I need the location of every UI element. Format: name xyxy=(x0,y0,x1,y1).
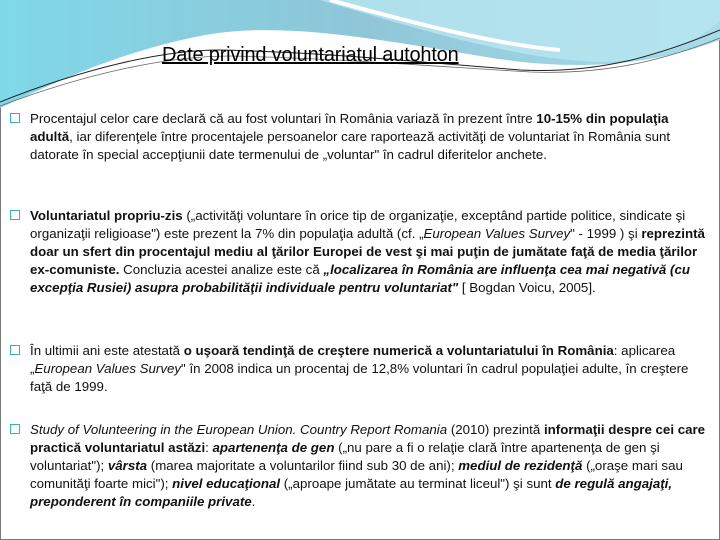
text-segment: , iar diferenţele între procentajele persoanelor care raportează activităţi de voluntariat în România sunt datorate în special accepţiunii date termenului de „voluntar" în cadrul diferitelor anchete. xyxy=(30,129,671,162)
text-segment: 10-15% din populaţia adultă xyxy=(30,111,669,144)
page-title: Date privind voluntariatul autohton xyxy=(162,44,459,66)
bullet-square-icon xyxy=(10,113,20,123)
text-segment: Concluzia acestei analize este că xyxy=(119,262,324,277)
text-segment: apartenenţa de gen xyxy=(212,440,335,455)
text-segment: European Values Survey xyxy=(423,226,571,241)
text-segment: [ Bogdan Voicu, 2005]. xyxy=(458,280,596,295)
text-segment: " - 1999 ) şi xyxy=(570,226,642,241)
text-segment: nivel educaţional xyxy=(172,476,281,491)
text-segment: („activităţi voluntare în orice tip de organizaţie, exceptând partide politice, sindicate şi organizaţii religioase") este prezent la 7% din populaţia adultă (cf. „ xyxy=(30,208,686,241)
text-segment: (2010) prezintă xyxy=(447,422,544,437)
text-segment: „localizarea în România are influenţa cea mai negativă (cu excepţia Rusiei) asupra probabilităţii individuale pentru voluntariat" xyxy=(30,262,690,295)
paragraph-eu-study xyxy=(10,421,710,511)
paragraph-volunteer-percentage xyxy=(10,110,710,164)
text-segment: : aplicarea „ xyxy=(30,343,676,376)
paragraph-volunteering-proper xyxy=(10,207,710,297)
text-segment: mediul de rezidenţă xyxy=(458,458,583,473)
text-segment: vârsta xyxy=(107,458,148,473)
text-segment: reprezintă doar un sfert din procentajul mediu al ţărilor Europei de vest şi mai puţin de jumătate faţă de media ţărilor ex-comuniste. xyxy=(30,226,705,277)
bullet-square-icon xyxy=(10,210,20,220)
text-segment: („aproape jumătate au terminat liceul") şi sunt xyxy=(280,476,556,491)
bullet-square-icon xyxy=(10,345,20,355)
text-segment: de regulă angajaţi, preponderent în companiile private xyxy=(30,476,673,509)
paragraph-growth-trend xyxy=(10,342,710,396)
text-segment: (marea majoritate a voluntarilor fiind sub 30 de ani); xyxy=(147,458,459,473)
text-segment: Procentajul celor care declară că au fost voluntari în România variază în prezent între xyxy=(30,111,537,126)
text-segment: . xyxy=(251,494,256,509)
text-segment: („oraşe mari sau comunităţi foarte mici"); xyxy=(30,458,683,491)
text-segment: o uşoară tendinţă de creştere numerică a voluntariatului în România xyxy=(183,343,614,358)
text-segment: În ultimii ani este atestată xyxy=(30,343,184,358)
text-segment: Voluntariatul propriu-zis xyxy=(30,208,183,223)
bullet-square-icon xyxy=(10,424,20,434)
text-segment: informaţii despre cei care practică voluntariatul astăzi xyxy=(30,422,706,455)
text-segment: („nu pare a fi o relaţie clară între apartenenţa de gen şi voluntariat"); xyxy=(30,440,660,473)
text-segment: European Values Survey xyxy=(34,361,182,376)
text-segment: : xyxy=(205,440,213,455)
text-segment: Study of Volunteering in the European Union. Country Report Romania xyxy=(30,422,448,437)
text-segment: " în 2008 indica un procentaj de 12,8% voluntari în cadrul populaţiei adulte, în creştere faţă de 1999. xyxy=(30,361,689,394)
